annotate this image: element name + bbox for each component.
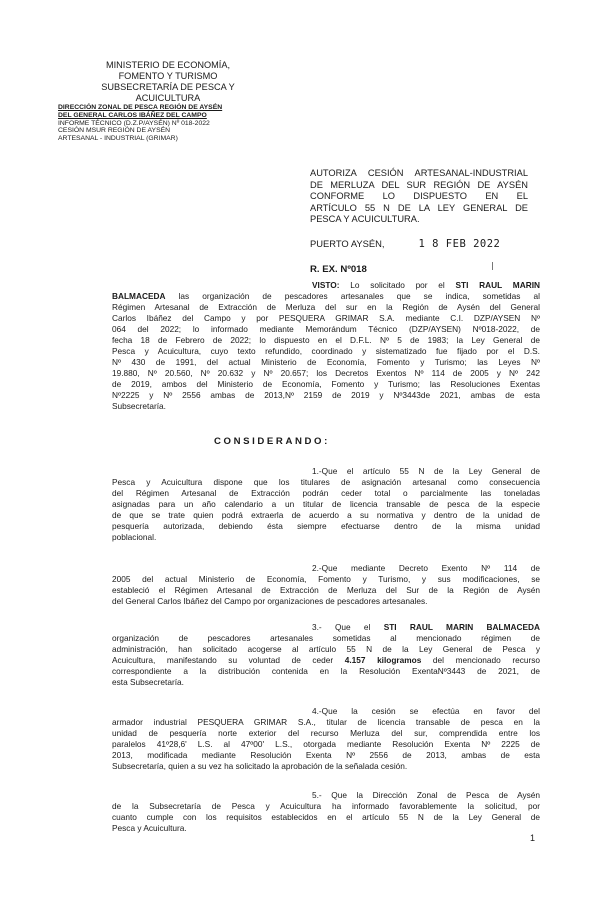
visto-text: Lo solicitado por el <box>339 280 456 290</box>
considerando-5 <box>112 790 540 834</box>
visto-line-4: Carlos Ibáñez del Campo y por PESQUERA GRIMAR S.A. mediante C.I. DZP/AYSEN Nº <box>112 313 540 323</box>
c5-line-4: Pesca y Acuicultura. <box>112 823 187 833</box>
c4-line-6: Subsecretaría, quien a su vez ha solicitado la aprobación de la señalada cesión. <box>112 761 408 771</box>
visto-line-11: Nº2225 y Nº 2556 ambas de 2013,Nº 2159 de 2019 y Nº3443de 2021, ambas de esta <box>112 390 540 400</box>
c1-line-5: de que se trate quien podrá extraerla de acuerdo a su normativa y dentro de la unidad de <box>112 510 540 520</box>
considerando-1 <box>112 466 540 543</box>
title-line-3: CONFORME LO DISPUESTO EN EL <box>310 191 528 201</box>
visto-line-6: fecha 18 de Febrero de 2022; lo dispuesto en el D.F.L. Nº 5 de 1983; la Ley General de <box>112 335 540 345</box>
c3-line-2: organización de pescadores artesanales sometidas al mencionado régimen de <box>112 633 540 643</box>
reference-line-1: INFORME TÉCNICO (D.Z.P/AYSÉN) Nº 018-2022 <box>58 119 210 127</box>
c3-line-3: administración, han solicitado acogerse al artículo 55 N de la Ley General de Pesca y <box>112 644 540 654</box>
c3-org-name: STI RAUL MARIN BALMACEDA <box>383 622 540 632</box>
c1-line-4: asignadas para un año calendario a un titular de licencia transable de pesca de la especie <box>112 499 540 509</box>
c2-line-3: estableció el Régimen Artesanal de Extracción de Merluza del Sur de la Región de Aysén <box>112 585 540 595</box>
visto-line-5: 064 del 2022; lo informado mediante Memorándum Técnico (DZP/AYSEN) Nº018-2022, de <box>112 324 540 334</box>
direccion-zonal-line-1: DIRECCIÓN ZONAL DE PESCA REGIÓN DE AYSÉN <box>58 104 223 111</box>
title-line-5: PESCA Y ACUICULTURA. <box>310 214 420 224</box>
visto-text-2: las organización de pescadores artesanales que se indica, sometidas al <box>165 291 540 301</box>
c2-line-1: 2.-Que mediante Decreto Exento Nº 114 de <box>312 563 540 573</box>
visto-org-name-2: BALMACEDA <box>112 291 166 301</box>
c3-line-6: esta Subsecretaría. <box>112 677 184 687</box>
c1-line-6: pesquería autorizada, debiendo ésta siempre efectuarse dentro de la misma unidad <box>112 521 540 531</box>
c1-line-2: Pesca y Acuicultura dispone que los titulares de asignación artesanal como consecuencia <box>112 477 540 487</box>
resolution-title <box>310 168 528 226</box>
visto-line-8: Nº 430 de 1991, del actual Ministerio de Economía, Fomento y Turismo; las Leyes Nº <box>112 357 540 367</box>
title-line-2: DE MERLUZA DEL SUR REGIÓN DE AYSÉN <box>310 179 528 190</box>
c3-text-4a: Acuicultura, manifestando su voluntad de ceder <box>112 655 345 665</box>
ministry-line-1: MINISTERIO DE ECONOMÍA, <box>105 60 231 70</box>
c5-line-1: 5.- Que la Dirección Zonal de Pesca de Aysén <box>312 790 540 800</box>
subsecretaria-line-2: ACUICULTURA <box>135 93 201 103</box>
considerando-3 <box>112 622 540 688</box>
considerando-heading: CONSIDERANDO: <box>214 436 330 447</box>
visto-paragraph <box>112 280 540 412</box>
c2-line-4: del General Carlos Ibáñez del Campo por organizaciones de pescadores artesanales. <box>112 596 428 606</box>
considerando-2 <box>112 563 540 607</box>
c3-line-1 <box>112 622 540 633</box>
title-line-4: ARTÍCULO 55 N DE LA LEY GENERAL DE <box>310 202 528 213</box>
c3-quantity: 4.157 kilogramos <box>344 655 422 665</box>
date-stamp: 1 8 FEB 2022 <box>418 238 501 250</box>
c5-line-2: de la Subsecretaría de Pesca y Acuicultura ha informado favorablemente la solicitud, por <box>112 801 540 811</box>
letterhead <box>58 60 278 143</box>
ministry-line-2: FOMENTO Y TURISMO <box>118 71 218 81</box>
resolution-number: R. EX. Nº018 <box>310 264 367 275</box>
place: PUERTO AYSÉN, <box>310 238 385 249</box>
title-line-1: AUTORIZA CESIÓN ARTESANAL-INDUSTRIAL <box>310 168 528 178</box>
visto-label: VISTO: <box>312 280 340 290</box>
visto-org-name: STI RAUL MARIN <box>455 280 540 290</box>
visto-line-1 <box>112 280 540 291</box>
c4-line-2: armador industrial PESQUERA GRIMAR S.A., titular de licencia transable de pesca en la <box>112 717 540 727</box>
page-number: 1 <box>530 833 536 843</box>
reference-line-2: CESIÓN MSUR REGIÓN DE AYSÉN <box>58 127 171 135</box>
visto-line-2 <box>112 291 540 302</box>
visto-line-3: Régimen Artesanal de Extracción de Merluza del sur en la Región de Aysén del General <box>112 302 540 312</box>
c1-line-1: 1.-Que el artículo 55 N de la Ley General de <box>312 466 540 476</box>
c4-line-4: paralelos 41º28,6' L.S. al 47º00' L.S., otorgada mediante Resolución Exenta Nº 2225 de <box>112 739 540 749</box>
visto-line-10: de 2019, ambos del Ministerio de Economía, Fomento y Turismo; las Resoluciones Exentas <box>112 379 540 389</box>
visto-line-12: Subsecretaría. <box>112 401 166 411</box>
c1-line-7: poblacional. <box>112 532 157 542</box>
subsecretaria-line-1: SUBSECRETARÍA DE PESCA Y <box>101 82 235 92</box>
c3-line-4 <box>112 655 540 666</box>
margin-mark <box>492 262 493 270</box>
visto-line-9: 19.880, Nº 20.560, Nº 20.632 y Nº 20.657; los Decretos Exentos Nº 114 de 2005 y Nº 242 <box>112 368 540 378</box>
c4-line-5: 2013, modificada mediante Resolución Exenta Nº 2556 de 2013, ambas de esta <box>112 750 540 760</box>
c2-line-2: 2005 del actual Ministerio de Economía, Fomento y Turismo, y sus modificaciones, se <box>112 574 540 584</box>
visto-line-7: Pesca y Acuicultura, cuyo texto refundido, coordinado y sistematizado fue fijado por el D.S. <box>112 346 540 356</box>
c3-text: 3.- Que el <box>312 622 384 632</box>
reference-line-3: ARTESANAL - INDUSTRIAL (GRIMAR) <box>58 135 178 143</box>
c3-text-4c: del mencionado recurso <box>421 655 540 665</box>
c4-line-1: 4.-Que la cesión se efectúa en favor del <box>312 706 540 716</box>
c3-line-5: correspondiente a la distribución contenida en la Resolución ExentaNº3443 de 2021, de <box>112 666 540 676</box>
c5-line-3: cuanto cumple con los requisitos establecidos en el artículo 55 N de la Ley General de <box>112 812 540 822</box>
c4-line-3: unidad de pesquería norte exterior del recurso Merluza del sur, comprendida entre los <box>112 728 540 738</box>
c1-line-3: del Régimen Artesanal de Extracción podrán ceder total o parcialmente las toneladas <box>112 488 540 498</box>
direccion-zonal-line-2: DEL GENERAL CARLOS IBÁÑEZ DEL CAMPO <box>58 111 207 119</box>
considerando-4 <box>112 706 540 772</box>
place-and-date <box>310 238 500 250</box>
